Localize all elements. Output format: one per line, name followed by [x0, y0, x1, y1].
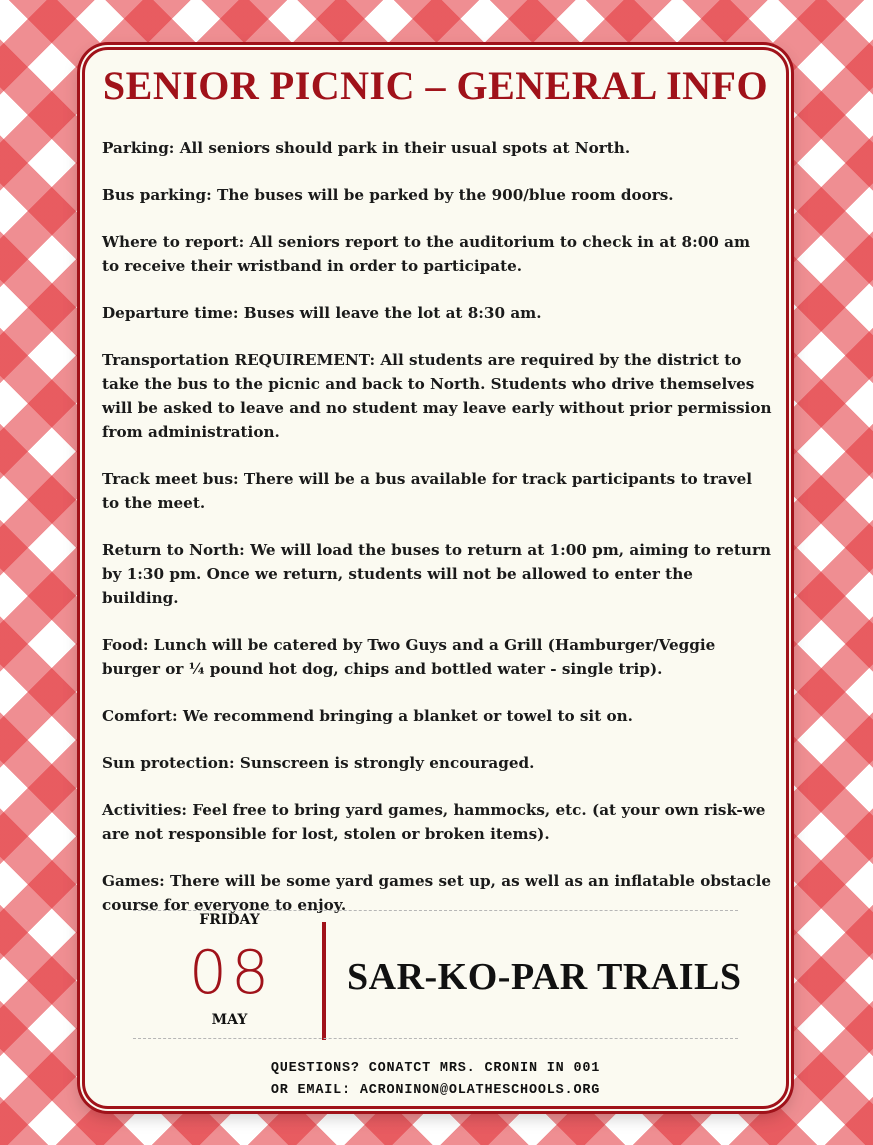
info-label: Parking: [102, 139, 175, 157]
info-item-sun-protection [102, 751, 772, 775]
event-month: MAY [211, 1012, 248, 1028]
info-label: Track meet bus: [102, 470, 239, 488]
info-text: All seniors report to the auditorium to check in at 8:00 am to receive their wristband in order to participate. [102, 233, 751, 275]
info-item-bus-parking [102, 183, 772, 207]
info-label: Transportation REQUIREMENT: [102, 351, 376, 369]
info-item-food [102, 633, 772, 681]
divider-top [133, 910, 738, 911]
event-location: SAR-KO-PAR TRAILS [347, 956, 742, 998]
contact-email: OR EMAIL: ACRONINON@OLATHESCHOOLS.ORG [270, 1083, 601, 1098]
event-date: 08 [188, 938, 274, 1008]
info-item-where-to-report [102, 230, 772, 278]
info-list [102, 136, 772, 940]
info-item-departure-time [102, 301, 772, 325]
info-label: Comfort: [102, 707, 178, 725]
info-text: All students are required by the district to take the bus to the picnic and back to North. Students who drive themselves will be asked to leave and no student may leave early without prior permission from administration. [102, 351, 772, 441]
flyer-card [82, 47, 789, 1109]
info-item-comfort [102, 704, 772, 728]
info-label: Bus parking: [102, 186, 212, 204]
info-item-transportation [102, 348, 772, 444]
info-text: Lunch will be catered by Two Guys and a Grill (Hamburger/Veggie burger or ¼ pound hot dog, chips and bottled water - single trip). [102, 636, 716, 678]
info-label: Departure time: [102, 304, 239, 322]
date-divider [322, 922, 326, 1040]
event-day: FRIDAY [199, 912, 260, 928]
info-item-return [102, 538, 772, 610]
info-text: There will be a bus available for track participants to travel to the meet. [102, 470, 753, 512]
contact-info [85, 1058, 786, 1102]
info-label: Food: [102, 636, 149, 654]
info-item-parking [102, 136, 772, 160]
info-item-activities [102, 798, 772, 846]
info-label: Activities: [102, 801, 188, 819]
info-label: Where to report: [102, 233, 245, 251]
info-text: Buses will leave the lot at 8:30 am. [243, 304, 542, 322]
info-text: We recommend bringing a blanket or towel to sit on. [182, 707, 633, 725]
info-text: There will be some yard games set up, as well as an inflatable obstacle course for everyone to enjoy. [102, 872, 772, 914]
info-text: The buses will be parked by the 900/blue room doors. [217, 186, 674, 204]
info-label: Return to North: [102, 541, 245, 559]
info-label: Games: [102, 872, 165, 890]
info-text: Sunscreen is strongly encouraged. [239, 754, 535, 772]
page-title: SENIOR PICNIC – GENERAL INFO [102, 63, 769, 108]
contact-line-1: QUESTIONS? CONATCT MRS. CRONIN IN 001 [270, 1061, 601, 1076]
info-text: Feel free to bring yard games, hammocks, etc. (at your own risk-we are not responsible for lost, stolen or broken items). [102, 801, 766, 843]
info-text: All seniors should park in their usual spots at North. [179, 139, 631, 157]
divider-bottom [133, 1038, 738, 1039]
info-label: Sun protection: [102, 754, 235, 772]
info-text: We will load the buses to return at 1:00 pm, aiming to return by 1:30 pm. Once we return, students will not be allowed to enter the building. [102, 541, 771, 607]
info-item-track-meet-bus [102, 467, 772, 515]
